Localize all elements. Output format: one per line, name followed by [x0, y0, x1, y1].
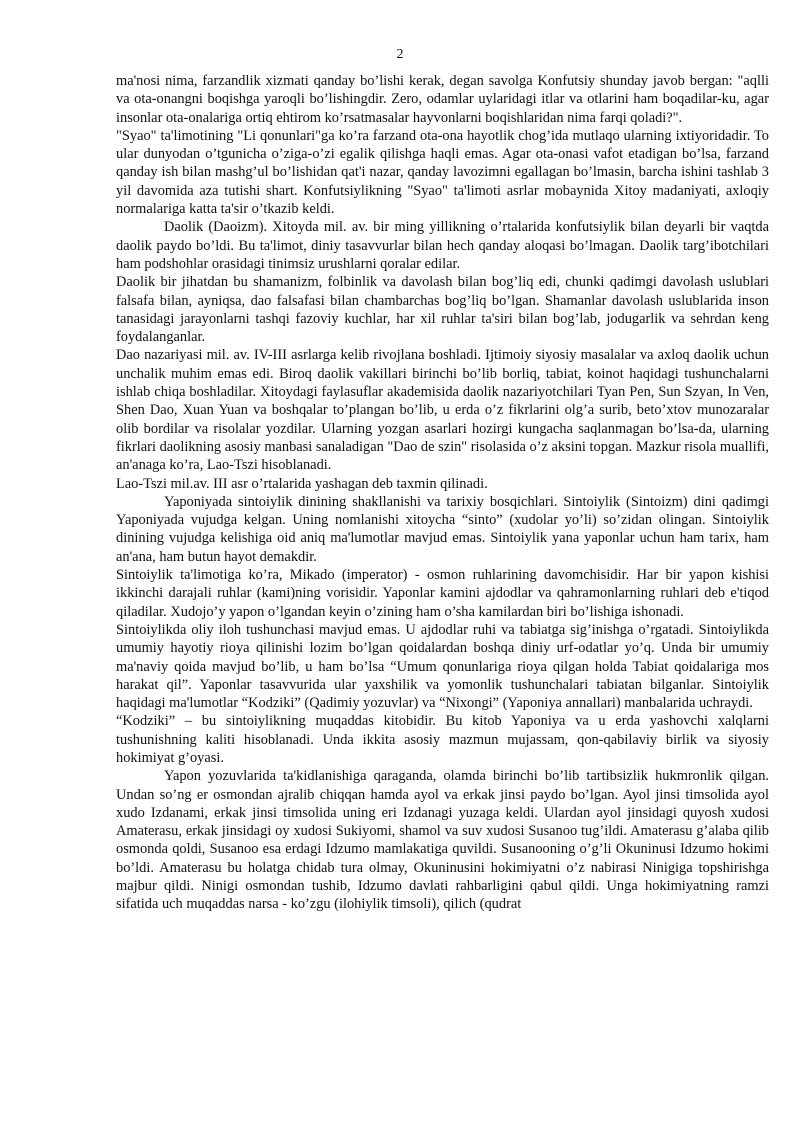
paragraph: Yapon yozuvlarida ta'kidlanishiga qaraganda, olamda birinchi bo’lib tartibsizlik hukmronlik qilgan. Undan so’ng er osmondan ajralib chiqqan hamda ayol va erkak jinsi paydo bo’lgan. Ayol jinsi timsolida ayol xudo Izdanami, erkak jinsi timsolida uning eri Izdanagi yuzaga keldi. Ulardan ayol jinsidagi quyosh xudosi Amaterasu, erkak jinsidagi oy xudosi Sukiyomi, shamol va suv xudosi Susanoo tug’ildi. Amaterasu g’alaba qilib osmonda qoldi, Susanoo esa erdagi Idzumo mamlakatiga quvildi. Susanooning o’g’li Okuninusi Idzumo hokimi bo’ldi. Amaterasu bu holatga chidab tura olmay, Okuninusini hokimiyatni o’z nabirasi Ninigiga topshirishga majbur qildi. Ninigi osmondan tushib, Idzumo davlati rahbarligini qabul qildi. Unga hokimiyatning ramzi sifatida uch muqaddas narsa - ko’zgu (ilohiylik timsoli), qilich (qudrat	[116, 768, 769, 913]
page-number: 2	[396, 47, 404, 62]
document-body	[116, 72, 769, 914]
paragraph: Daolik bir jihatdan bu shamanizm, folbinlik va davolash bilan bog’liq edi, chunki qadimgi davolash uslublari falsafa bilan, ayniqsa, dao falsafasi bilan chambarchas bog’liq bo’lgan. Shamanlar davolash uslublarida inson tanasidagi jarayonlarni tashqi fazoviy kuchlar, har xil ruhlar ta'siri bilan bog’lab, jodugarlik va sehrdan keng foydalanganlar.	[116, 274, 769, 346]
paragraph: “Kodziki” – bu sintoiylikning muqaddas kitobidir. Bu kitob Yaponiya va u erda yashovchi xalqlarni tushunishning kaliti hisoblanadi. Unda ikkita asosiy mazmun mujassam, qon-qabilaviy birlik va siyosiy hokimiyat g’oyasi.	[116, 713, 769, 766]
paragraph: Lao-Tszi mil.av. III asr o’rtalarida yashagan deb taxmin qilinadi.	[116, 475, 488, 492]
paragraph: Daolik (Daoizm). Xitoyda mil. av. bir ming yillikning o’rtalarida konfutsiylik bilan deyarli bir vaqtda daolik paydo bo’ldi. Bu ta'limot, diniy tasavvurlar bilan hech qanday aloqasi bo’lmagan. Daolik targ’ibotchilari ham podshohlar orasidagi tinimsiz urushlarni qoralar edilar.	[116, 219, 769, 272]
paragraph: Dao nazariyasi mil. av. IV-III asrlarga kelib rivojlana boshladi. Ijtimoiy siyosiy masalalar va axloq daolik uchun unchalik muhim emas edi. Biroq daolik vakillari birinchi bo’lib borliq, tabiat, koinot haqidagi tushunchalarni ishlab chiqa boshladilar. Xitoydagi faylasuflar akademisida daolik nazariyotchilari Tyan Pen, Sun Szyan, In Ven, Shen Dao, Xuan Yuan va boshqalar to’plangan bo’lib, u erda o’z fikrlarini olg’a surib, beto’xtov munozaralar olib bordilar va risolalar yozdilar. Ularning yozgan asarlari hozirgi kungacha saqlanmagan bo’lsa-da, ularning fikrlari daolikning asosiy manbasi sanaladigan "Dao de szin" risolasida o’z aksini topgan. Mazkur risola muallifi, an'anaga ko’ra, Lao-Tszi hisoblanadi.	[116, 347, 769, 474]
paragraph: "Syao" ta'limotining "Li qonunlari"ga ko’ra farzand ota-ona hayotlik chog’ida mutlaqo ularning ixtiyoridadir. To ular dunyodan o’tgunicha o’ziga-o’zi egalik qilishga haqli emas. Agar ota-onasi vafot etadigan bo’lsa, farzand qanday ish bilan mashg’ul bo’lishidan qat'i nazar, qanday lavozimni egallagan bo’lmasin, barcha ishini tashlab 3 yil davomida aza tutishi shart. Konfutsiylikning "Syao" ta'limoti asrlar mobaynida Xitoy madaniyati, axloqiy normalariga katta ta'sir o’tkazib keldi.	[116, 127, 769, 218]
paragraph: Yaponiyada sintoiylik dinining shakllanishi va tarixiy bosqichlari. Sintoiylik (Sintoizm) dini qadimgi Yaponiyada vujudga kelgan. Uning nomlanishi xitoycha “sinto” (xudolar yo’li) so’zidan olingan. Sintoiylik dinining vujudga kelishiga oid aniq ma'lumotlar mavjud emas. Sintoiylik yana yaponlar uchun ham tarix, ham an'ana, ham butun hayot demakdir.	[116, 493, 769, 565]
paragraph: Sintoiylikda oliy iloh tushunchasi mavjud emas. U ajdodlar ruhi va tabiatga sig’inishga o’rgatadi. Sintoiylikda umumiy hayotiy rioya qilinishi lozim bo’lgan qoidalardan boshqa diniy urf-odatlar yo’q. Unda bir umumiy ma'naviy qoida mavjud bo’lib, u ham bo’lsa “Umum qonunlariga rioya qilgan holda Tabiat qoidalariga mos harakat qil”. Yaponlar tasavvurida ular yaxshilik va yomonlik tushunchalari tabiatan bilganlar. Sintoiylik haqidagi ma'lumotlar “Kodziki” (Qadimiy yozuvlar) va “Nixongi” (Yaponiya annallari) manbalarida uchraydi.	[116, 621, 769, 712]
paragraph: ma'nosi nima, farzandlik xizmati qanday bo’lishi kerak, degan savolga Konfutsiy shunday javob bergan: "aqlli va ota-onangni boqishga yaroqli bo’lishingdir. Zero, odamlar uylaridagi itlar va otlarini ham boqadilar-ku, agar insonlar ota-onalariga ortiq ehtirom ko’rsatmasalar hayvonlarni boqishlaridan nima farqi qoladi?".	[116, 73, 769, 126]
paragraph: Sintoiylik ta'limotiga ko’ra, Mikado (imperator) - osmon ruhlarining davomchisidir. Har bir yapon kishisi ikkinchi darajali ruhlar (kami)ning vorisidir. Yaponlar kamini ajdodlar va qahramonlarning ruhlari deb e'tiqod qiladilar. Xudojo’y yapon o’lgandan keyin o’zining ham o’sha kamilardan biri bo’lishiga ishonadi.	[116, 567, 769, 620]
